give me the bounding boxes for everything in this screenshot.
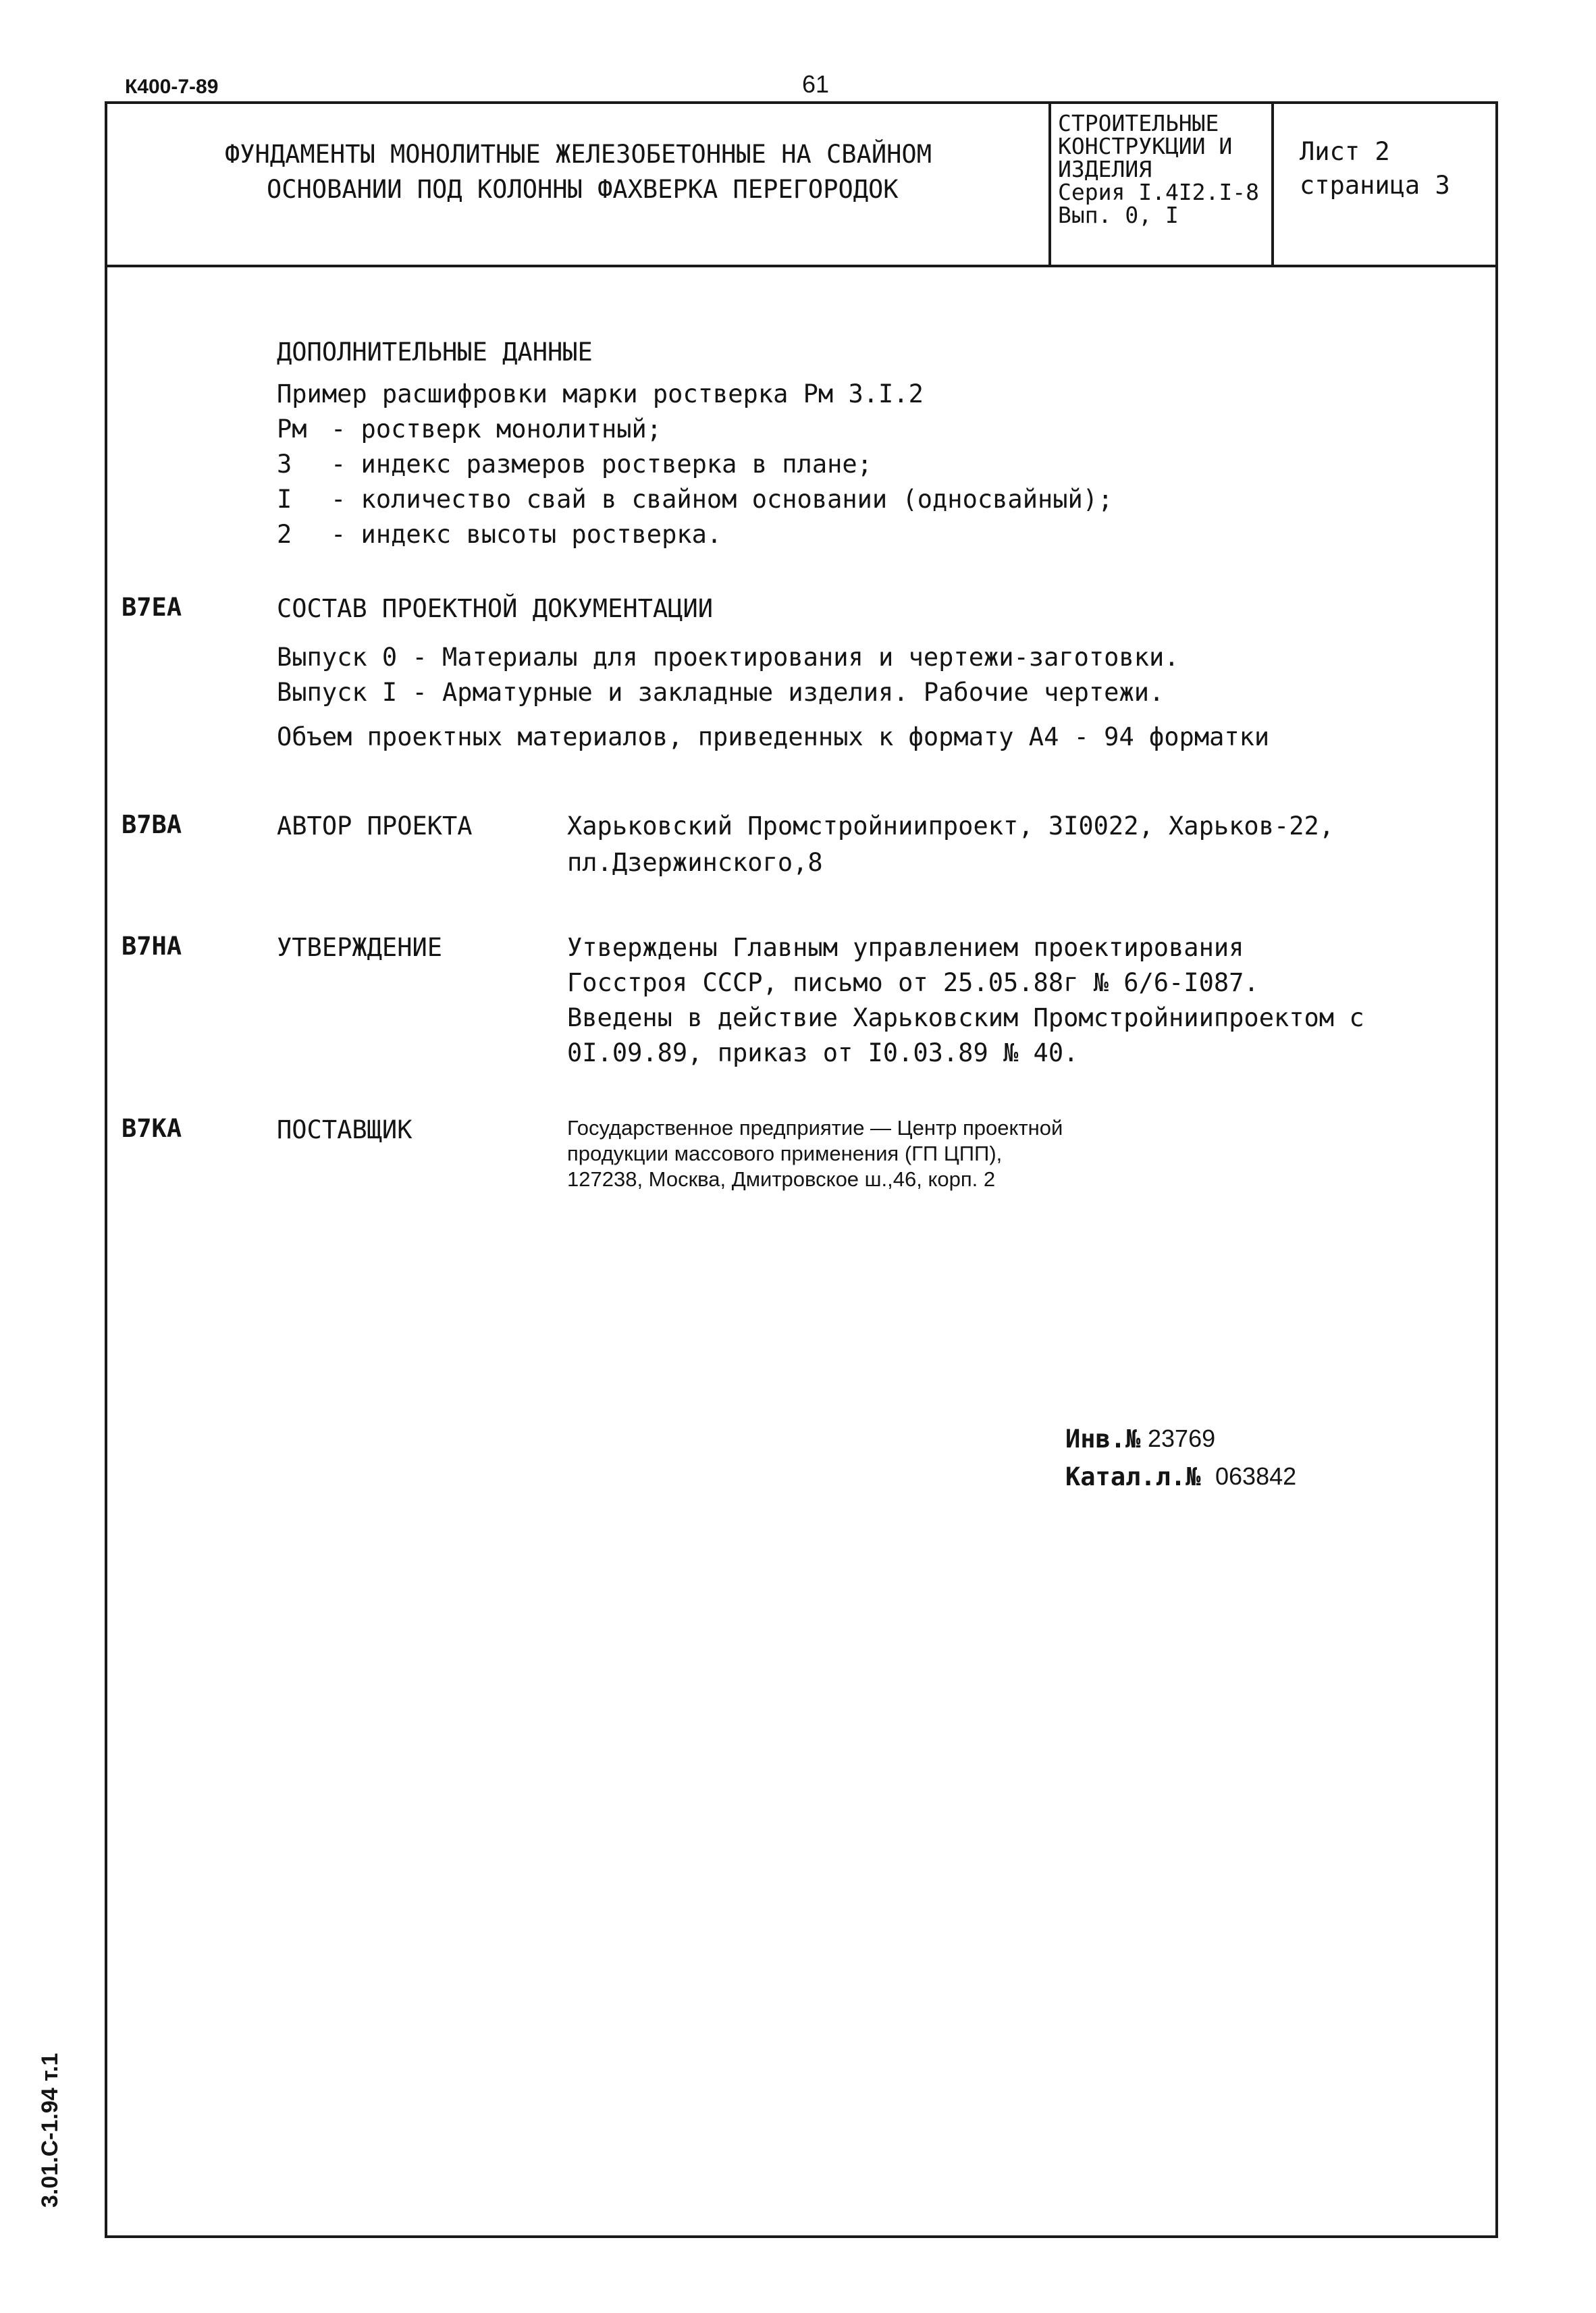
supplier-label: ПОСТАВЩИК	[277, 1115, 413, 1144]
series-line: СТРОИТЕЛЬНЫЕ	[1058, 110, 1219, 136]
title-block	[105, 101, 1498, 267]
section-code: В7ЕА	[122, 593, 182, 622]
section-code: В7НА	[122, 932, 182, 961]
example-line: Пример расшифровки марки ростверка Рм 3.I.2	[277, 379, 924, 408]
supplier-line: продукции массового применения (ГП ЦПП),	[567, 1142, 1003, 1165]
decode-text: - индекс высоты ростверка.	[331, 520, 722, 549]
supplier-line: 127238, Москва, Дмитровское ш.,46, корп. 2	[567, 1167, 996, 1191]
decode-key: 3	[277, 450, 292, 479]
catalog-label: Катал.л.№	[1065, 1462, 1201, 1491]
approval-line: Введены в действие Харьковским Промстройниипроектом с	[567, 1003, 1364, 1032]
series-line: Серия I.4I2.I-8	[1058, 179, 1260, 205]
catalog-number: 063842	[1215, 1462, 1297, 1490]
approval-label: УТВЕРЖДЕНИЕ	[277, 933, 443, 962]
approval-line: 0I.09.89, приказ от I0.03.89 № 40.	[567, 1038, 1079, 1067]
title-divider	[1048, 101, 1051, 265]
series-line: КОНСТРУКЦИИ И	[1058, 133, 1233, 159]
composition-heading: СОСТАВ ПРОЕКТНОЙ ДОКУМЕНТАЦИИ	[277, 594, 714, 623]
composition-line: Объем проектных материалов, приведенных к формату А4 - 94 форматки	[277, 722, 1270, 751]
header-title-line1: ФУНДАМЕНТЫ МОНОЛИТНЫЕ ЖЕЛЕЗОБЕТОННЫЕ НА СВАЙНОМ	[225, 140, 932, 169]
document-code: К400-7-89	[125, 76, 219, 98]
inventory-label: Инв.№	[1065, 1425, 1141, 1454]
series-line: Вып. 0, I	[1058, 202, 1179, 228]
author-label: АВТОР ПРОЕКТА	[277, 812, 473, 841]
header-title-line2: ОСНОВАНИИ ПОД КОЛОННЫ ФАХВЕРКА ПЕРЕГОРОДОК	[267, 175, 899, 204]
section-code: В7ВА	[122, 810, 182, 839]
decode-key: Рм	[277, 415, 307, 444]
inventory-number: 23769	[1148, 1425, 1216, 1452]
decode-text: - ростверк монолитный;	[331, 415, 662, 444]
decode-text: - индекс размеров ростверка в плане;	[331, 450, 872, 479]
approval-line: Утверждены Главным управлением проектирования	[567, 933, 1244, 962]
composition-line: Выпуск I - Арматурные и закладные изделия. Рабочие чертежи.	[277, 678, 1165, 707]
author-line: Харьковский Промстройниипроект, 3I0022, Харьков-22,	[567, 812, 1335, 841]
page-number: 61	[802, 70, 830, 98]
approval-line: Госстроя СССР, письмо от 25.05.88г № 6/6-I087.	[567, 968, 1259, 997]
side-stamp: 3.01.С-1.94 т.1	[37, 2052, 63, 2208]
page-ref: страница 3	[1300, 171, 1450, 200]
supplier-line: Государственное предприятие — Центр проектной	[567, 1116, 1063, 1140]
decode-key: I	[277, 485, 292, 514]
series-line: ИЗДЕЛИЯ	[1058, 156, 1152, 182]
author-line: пл.Дзержинского,8	[567, 848, 823, 877]
section-code: В7КА	[122, 1114, 182, 1143]
title-divider	[1271, 101, 1274, 265]
sheet-number: Лист 2	[1300, 137, 1390, 166]
additional-heading: ДОПОЛНИТЕЛЬНЫЕ ДАННЫЕ	[277, 338, 593, 367]
composition-line: Выпуск 0 - Материалы для проектирования и чертежи-заготовки.	[277, 643, 1179, 672]
decode-key: 2	[277, 520, 292, 549]
decode-text: - количество свай в свайном основании (односвайный);	[331, 485, 1113, 514]
